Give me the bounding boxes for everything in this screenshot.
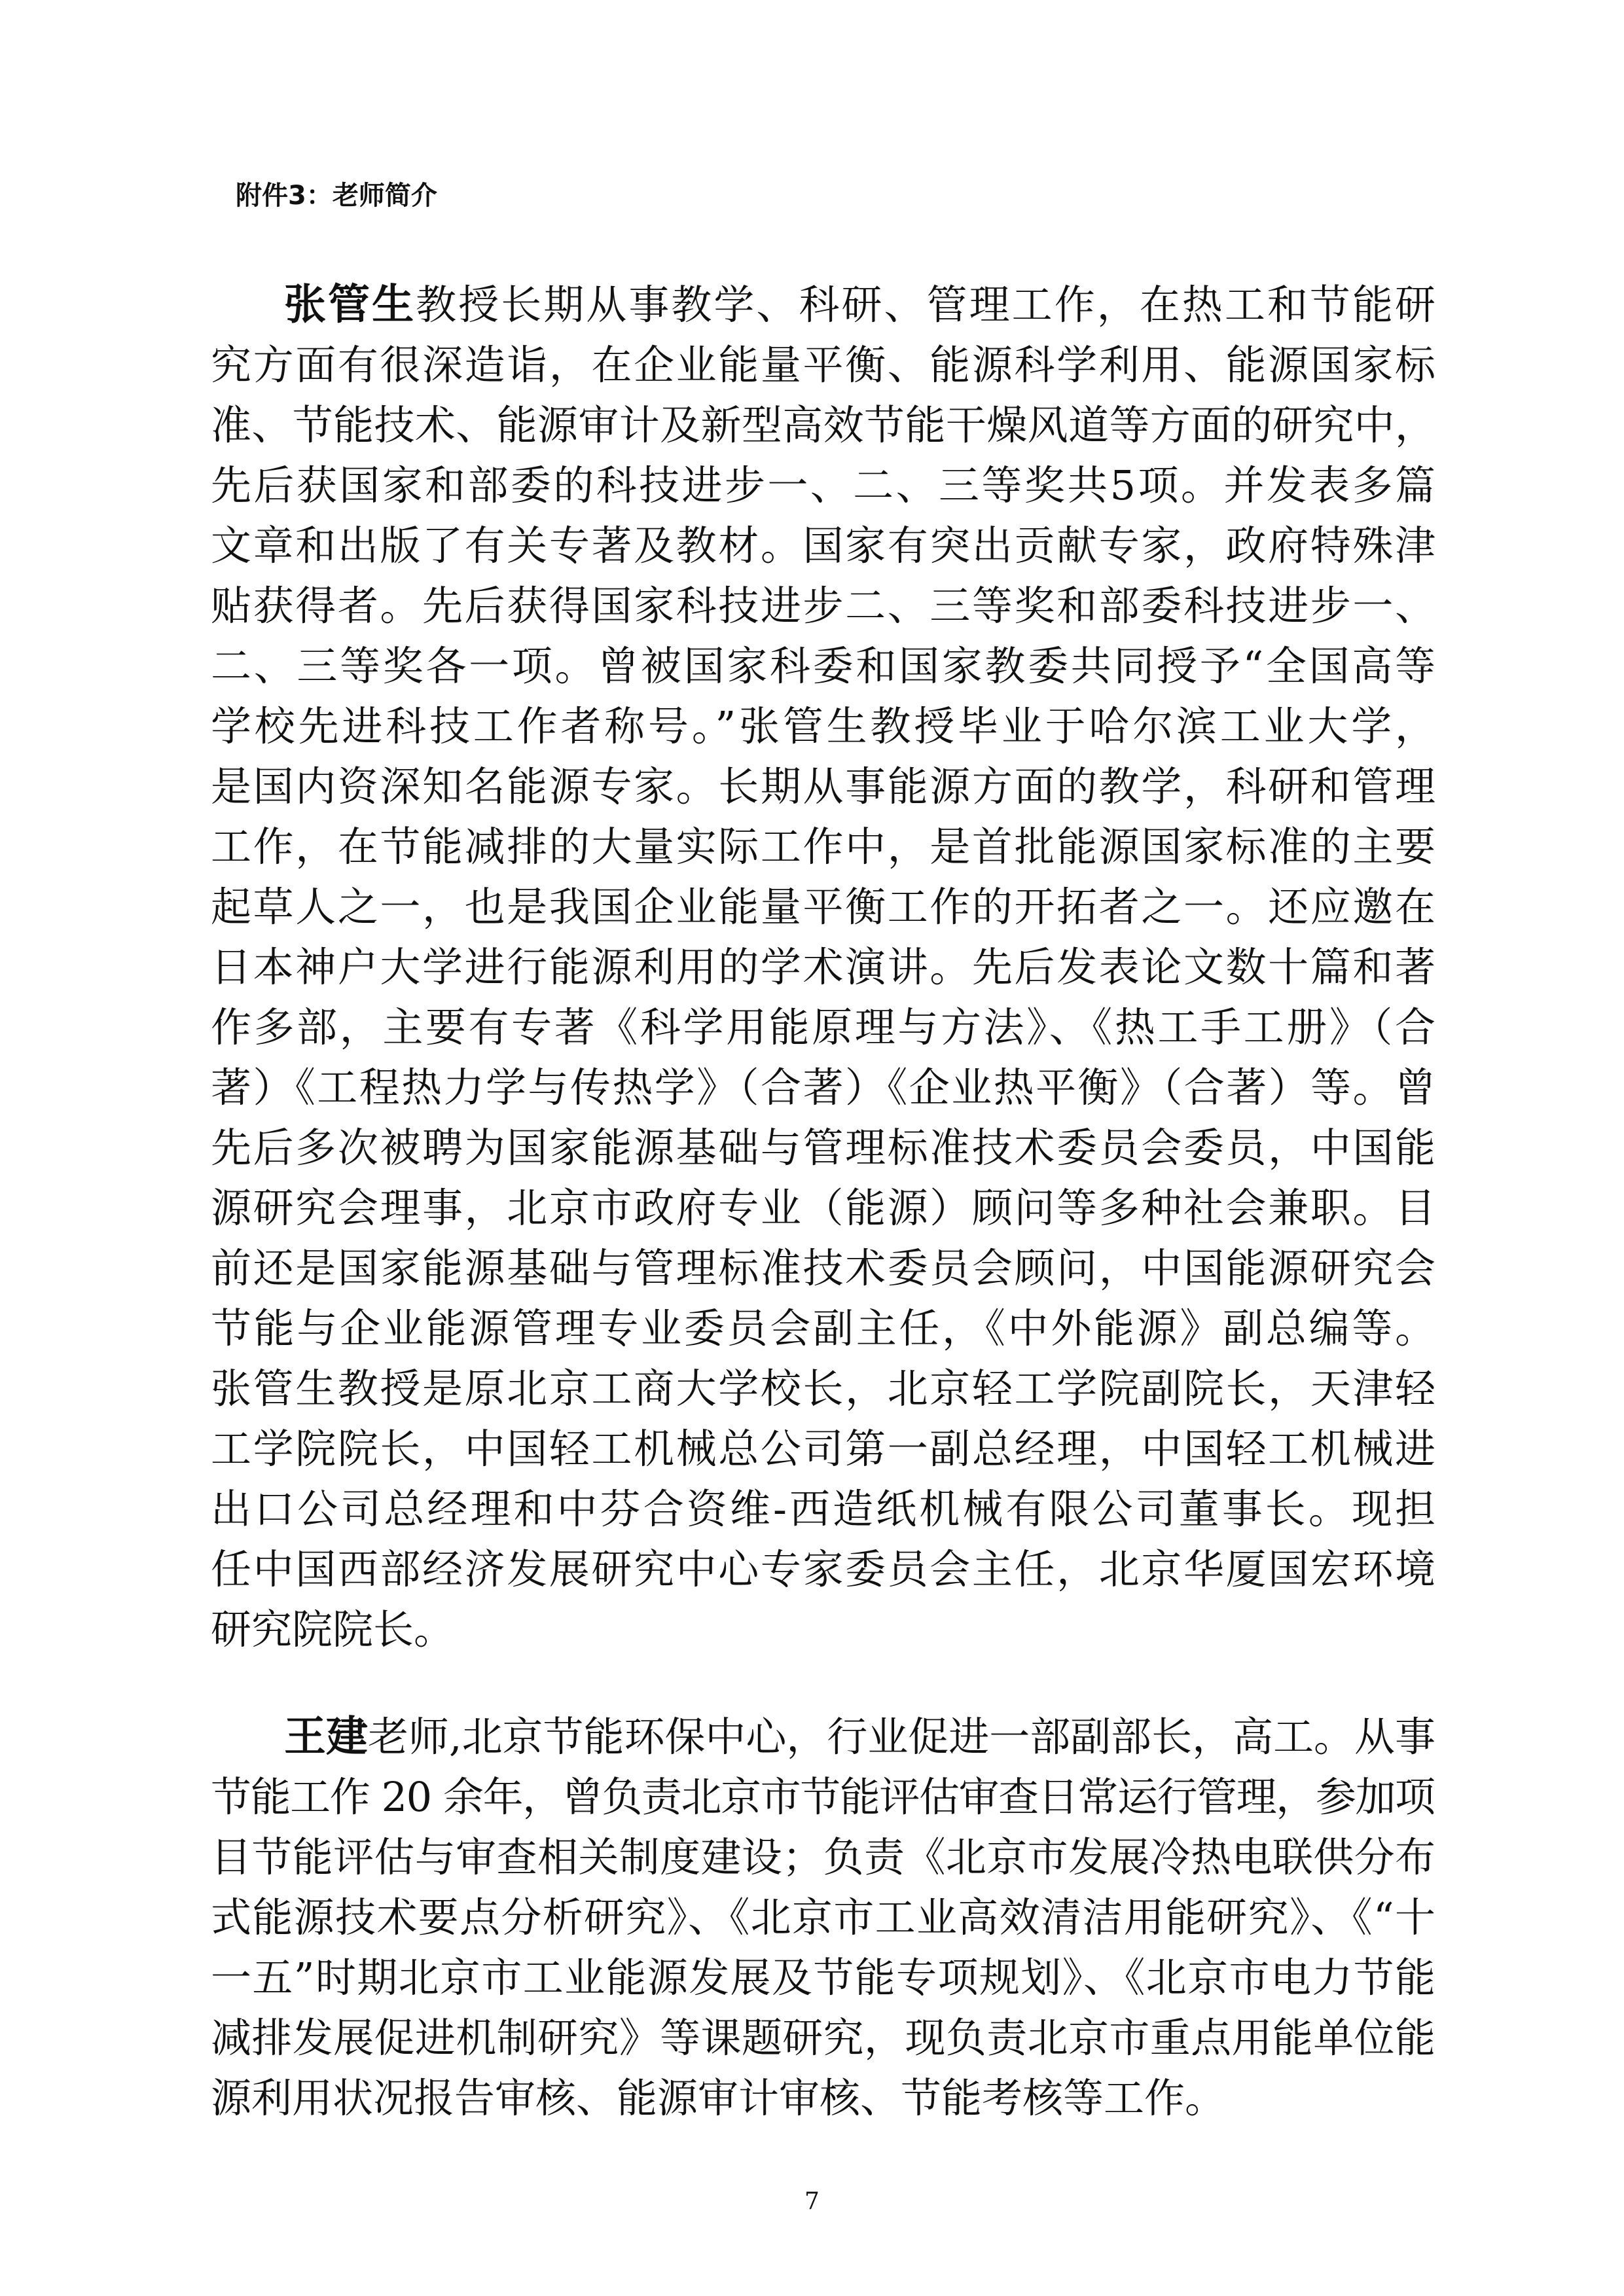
teacher-bio-zhang [211, 275, 1439, 1660]
paragraph-line: 目节能评估与审查相关制度建设；负责《北京市发展冷热电联供分布 [211, 1833, 1436, 1881]
paragraph-line: 起草人之一，也是我国企业能量平衡工作的开拓者之一。还应邀在 [211, 883, 1437, 931]
paragraph-first-line [211, 275, 1438, 335]
paragraph-line: 贴获得者。先后获得国家科技进步二、三等奖和部委科技进步一、 [211, 582, 1437, 630]
attachment-heading: 附件3：老师简介 [236, 181, 437, 211]
paragraph-line: 源研究会理事，北京市政府专业（能源）顾问等多种社会兼职。目 [211, 1184, 1437, 1232]
paragraph-line: 文章和出版了有关专著及教材。国家有突出贡献专家，政府特殊津 [211, 522, 1437, 569]
paragraph-line: 二、三等奖各一项。曾被国家科委和国家教委共同授予“全国高等 [211, 642, 1438, 690]
paragraph-line: 先后多次被聘为国家能源基础与管理标准技术委员会委员，中国能 [211, 1124, 1437, 1172]
paragraph-line: 作多部，主要有专著《科学用能原理与方法》、《热工手工册》（合 [211, 1003, 1438, 1051]
paragraph-line: 出口公司总经理和中芬合资维-西造纸机械有限公司董事长。现担 [211, 1485, 1439, 1533]
paragraph-line: 准、节能技术、能源审计及新型高效节能干燥风道等方面的研究中， [211, 401, 1436, 449]
paragraph-line: 节能与企业能源管理专业委员会副主任，《中外能源》副总编等。 [211, 1304, 1438, 1352]
paragraph-line: 日本神户大学进行能源利用的学术演讲。先后发表论文数十篇和著 [211, 943, 1437, 991]
line-text: 老师,北京节能环保中心，行业促进一部副部长，高工。从事 [367, 1713, 1435, 1761]
paragraph-line: 任中国西部经济发展研究中心专家委员会主任，北京华厦国宏环境 [211, 1545, 1437, 1593]
teacher-bio-wang [211, 1707, 1435, 2128]
paragraph-line: 著）《工程热力学与传热学》（合著）《企业热平衡》（合著）等。曾 [211, 1064, 1437, 1111]
paragraph-line: 学校先进科技工作者称号。”张管生教授毕业于哈尔滨工业大学， [211, 702, 1439, 750]
paragraph-line: 式能源技术要点分析研究》、《北京市工业高效清洁用能研究》、《“十 [211, 1893, 1437, 1941]
paragraph-last-line: 源利用状况报告审核、能源审计审核、节能考核等工作。 [211, 2074, 1226, 2122]
paragraph-line: 工学院院长，中国轻工机械总公司第一副总经理，中国轻工机械进 [211, 1425, 1437, 1473]
paragraph-line: 先后获国家和部委的科技进步一、二、三等奖共5项。并发表多篇 [211, 461, 1438, 509]
line-text: 教授长期从事教学、科研、管理工作，在热工和节能研 [416, 281, 1438, 329]
paragraph-line: 张管生教授是原北京工商大学校长，北京轻工学院副院长，天津轻 [211, 1365, 1437, 1412]
teacher-name: 王建 [284, 1713, 368, 1761]
paragraph-line: 一五”时期北京市工业能源发展及节能专项规划》、《北京市电力节能 [211, 1954, 1437, 2001]
paragraph-line: 工作，在节能减排的大量实际工作中，是首批能源国家标准的主要 [211, 823, 1437, 870]
paragraph-line: 是国内资深知名能源专家。长期从事能源方面的教学，科研和管理 [211, 762, 1437, 810]
teacher-name: 张管生 [284, 281, 416, 329]
paragraph-first-line [211, 1707, 1435, 1767]
paragraph-line: 减排发展促进机制研究》等课题研究，现负责北京市重点用能单位能 [211, 2014, 1436, 2062]
paragraph-line: 前还是国家能源基础与管理标准技术委员会顾问，中国能源研究会 [211, 1244, 1437, 1292]
page-number: 7 [804, 2188, 820, 2215]
paragraph-last-line: 研究院院长。 [211, 1605, 455, 1653]
paragraph-line: 究方面有很深造诣，在企业能量平衡、能源科学利用、能源国家标 [211, 341, 1437, 389]
paragraph-line: 节能工作 20 余年，曾负责北京市节能评估审查日常运行管理，参加项 [211, 1773, 1435, 1821]
